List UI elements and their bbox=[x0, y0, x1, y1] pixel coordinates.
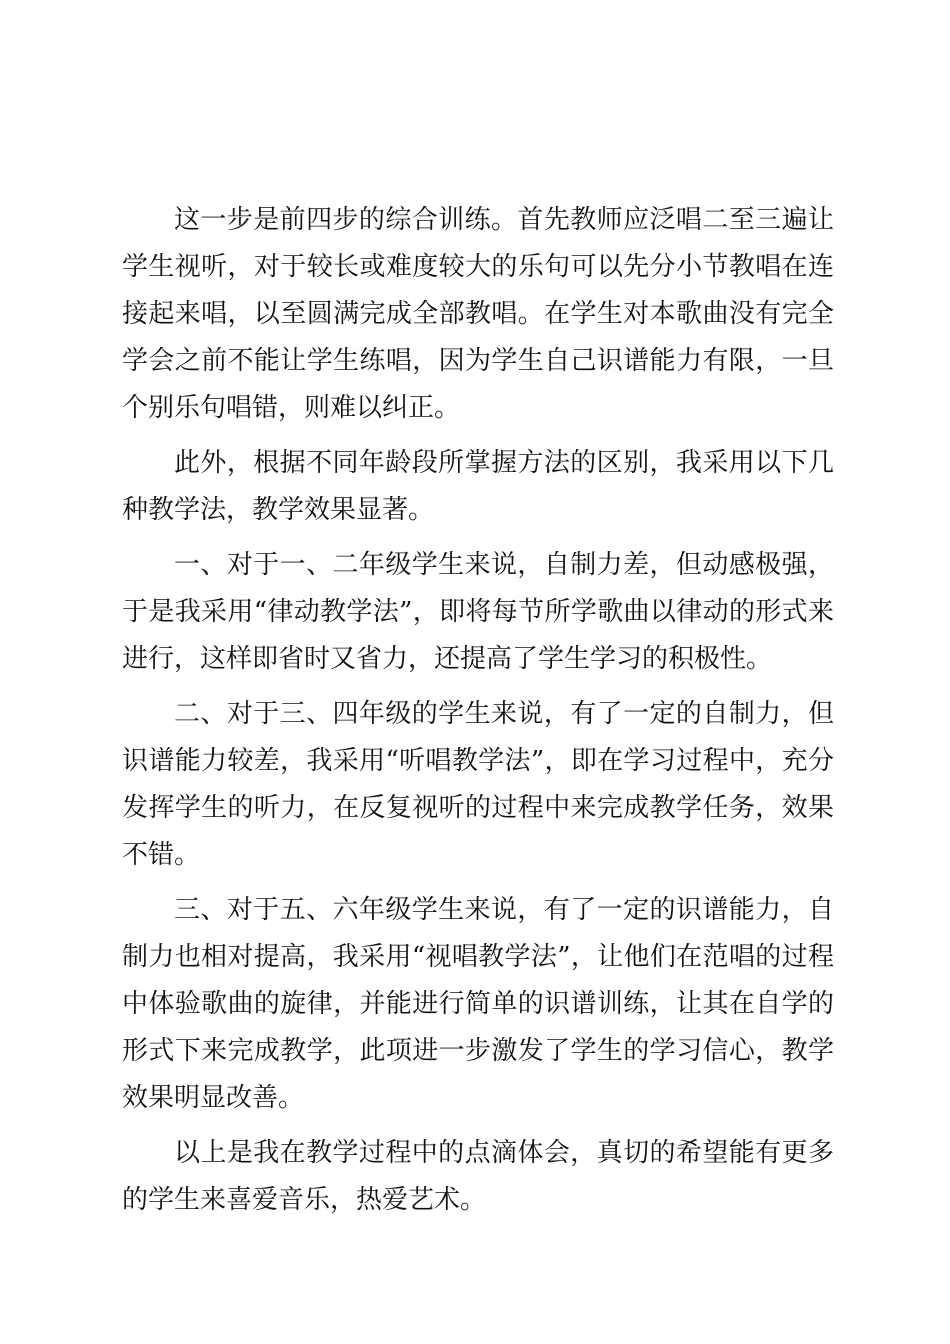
paragraph-2: 此外，根据不同年龄段所掌握方法的区别，我采用以下几种教学法，教学效果显著。 bbox=[122, 448, 834, 525]
paragraph-1: 这一步是前四步的综合训练。首先教师应泛唱二至三遍让学生视听，对于较长或难度较大的乐句可以先分小节教唱在连接起来唱，以至圆满完成全部教唱。在学生对本歌曲没有完全学会之前不能让学生练唱，因为学生自己识谱能力有限，一旦个别乐句唱错，则难以纠正。 bbox=[122, 205, 834, 423]
paragraph-5: 三、对于五、六年级学生来说，有了一定的识谱能力，自制力也相对提高，我采用“视唱教学法”，让他们在范唱的过程中体验歌曲的旋律，并能进行简单的识谱训练，让其在自学的形式下来完成教学，此项进一步激发了学生的学习信心，教学效果明显改善。 bbox=[122, 895, 834, 1113]
paragraph-3: 一、对于一、二年级学生来说，自制力差，但动感极强，于是我采用“律动教学法”，即将每节所学歌曲以律动的形式来进行，这样即省时又省力，还提高了学生学习的积极性。 bbox=[122, 550, 834, 674]
paragraph-6: 以上是我在教学过程中的点滴体会，真切的希望能有更多的学生来喜爱音乐，热爱艺术。 bbox=[122, 1138, 834, 1215]
document-body bbox=[122, 197, 834, 1232]
paragraph-4: 二、对于三、四年级的学生来说，有了一定的自制力，但识谱能力较差，我采用“听唱教学法”，即在学习过程中，充分发挥学生的听力，在反复视听的过程中来完成教学任务，效果不错。 bbox=[122, 699, 834, 870]
